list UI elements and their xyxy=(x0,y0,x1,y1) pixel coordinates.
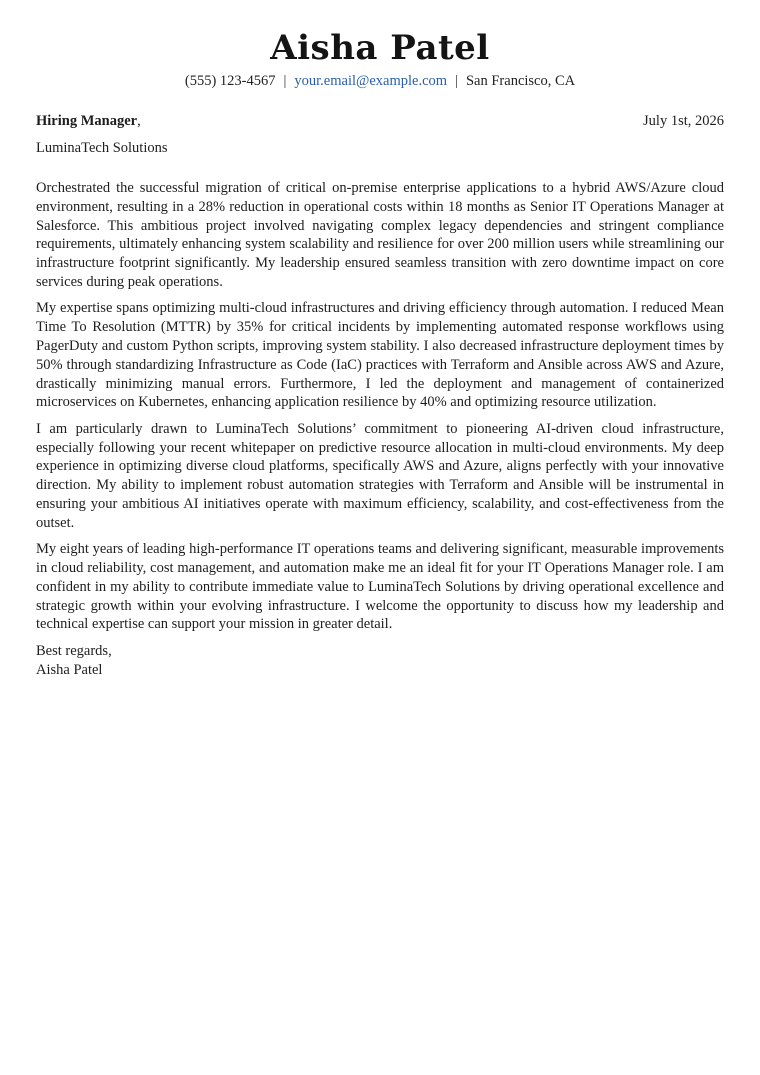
body-paragraph: My eight years of leading high-performance IT operations teams and delivering significant, measurable improvements in cloud reliability, cost management, and automation make me an ideal fit for your IT Operations Manager role. I am confident in my ability to contribute immediate value to LuminaTech Solutions by driving operational excellence and strategic growth within your evolving infrastructure. I welcome the opportunity to discuss how my leadership and technical expertise can support your mission in greater detail. xyxy=(36,541,724,633)
email-link[interactable]: your.email@example.com xyxy=(294,73,448,89)
recipient-company: LuminaTech Solutions xyxy=(36,140,168,156)
contact-separator: | xyxy=(283,73,287,89)
phone-number: (555) 123-4567 xyxy=(184,73,276,89)
location: San Francisco, CA xyxy=(465,73,576,89)
closing-signature: Aisha Patel xyxy=(36,661,103,678)
recipient-name: Hiring Manager xyxy=(36,113,138,129)
cover-letter-page xyxy=(36,26,724,679)
body-paragraph: Orchestrated the successful migration of critical on-premise enterprise applications to a hybrid AWS/Azure cloud environment, resulting in a 28% reduction in operational costs within 18 months as Senior IT Operations Manager at Salesforce. This ambitious project involved navigating complex legacy dependencies and stringent compliance requirements, ultimately enhancing system scalability and resilience for over 200 million users while streamlining our infrastructure footprint significantly. My leadership ensured seamless transition with zero downtime impact on core services during peak operations. xyxy=(36,180,724,290)
applicant-name: Aisha Patel xyxy=(270,28,490,68)
body-paragraph: I am particularly drawn to LuminaTech Solutions’ commitment to pioneering AI-driven cloud infrastructure, especially following your recent whitepaper on predictive resource allocation in multi-cloud environments. My deep experience in optimizing diverse cloud platforms, specifically AWS and Azure, aligns perfectly with your innovative direction. My ability to implement robust automation strategies with Terraform and Ansible will be instrumental in ensuring your ambitious AI initiatives operate with maximum efficiency, scalability, and cost-effectiveness from the outset. xyxy=(36,420,724,531)
recipient-name-comma: , xyxy=(137,113,141,129)
recipient-line xyxy=(36,112,141,131)
letter-closing xyxy=(36,642,724,680)
body-paragraph: My expertise spans optimizing multi-cloud infrastructures and driving efficiency through automation. I reduced Mean Time To Resolution (MTTR) by 35% for critical incidents by implementing automated response workflows using PagerDuty and custom Python scripts, improving system stability. I also decreased infrastructure deployment times by 50% through standardizing Infrastructure as Code (IaC) practices with Terraform and Ansible across AWS and Azure, drastically minimizing manual errors. Furthermore, I led the deployment and management of containerized microservices on Kubernetes, enhancing application resilience by 40% and optimizing resource utilization. xyxy=(36,300,724,411)
contact-line xyxy=(36,71,724,91)
letter-body xyxy=(36,179,724,634)
closing-salutation: Best regards, xyxy=(36,642,112,659)
recipient-date-row xyxy=(36,112,724,131)
contact-separator: | xyxy=(455,73,458,89)
letter-date: July 1st, 2026 xyxy=(643,113,724,129)
